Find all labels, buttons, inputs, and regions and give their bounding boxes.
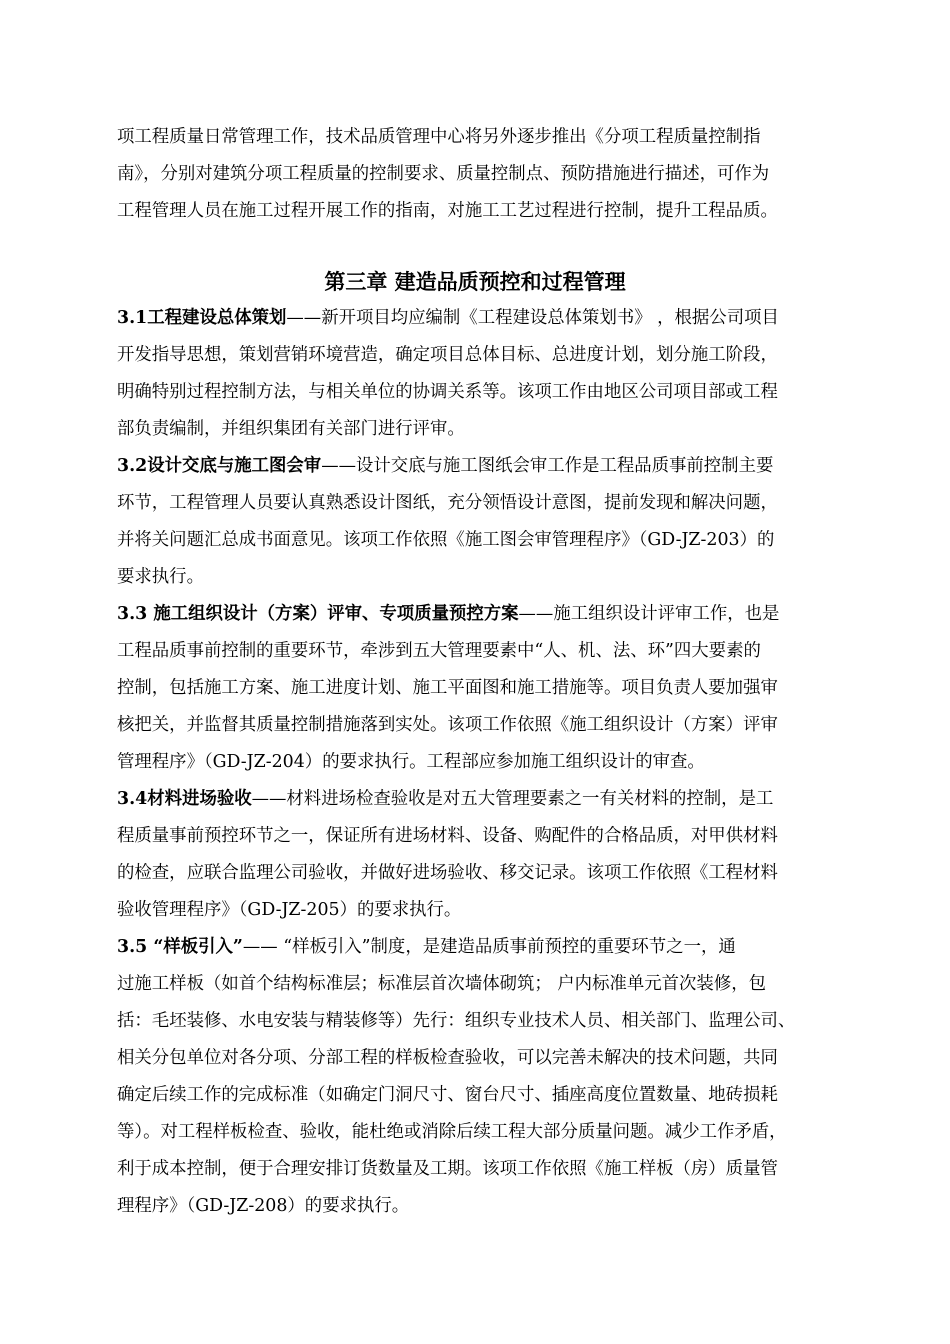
section-number: 3.3 <box>117 604 154 624</box>
section-3-5-first-line <box>117 935 857 959</box>
section-3-5-line: 括：毛坯装修、水电安装与精装修等）先行：组织专业技术人员、相关部门、监理公司、 <box>117 1011 796 1031</box>
section-3-4-first-line <box>117 787 857 811</box>
section-3-3-line: 核把关，并监督其质量控制措施落到实处。该项工作依照《施工组织设计（方案）评审 <box>117 715 778 735</box>
section-3-5-line: 理程序》（GD-JZ-208）的要求执行。 <box>117 1196 410 1216</box>
section-3-5-line: 过施工样板（如首个结构标准层；标准层首次墙体砌筑； 户内标准单元首次装修，包 <box>117 974 766 994</box>
section-text: ——施工组织设计评审工作，也是 <box>518 604 780 624</box>
section-number: 3.5 <box>117 937 154 957</box>
section-3-2-line: 并将关问题汇总成书面意见。该项工作依照《施工图会审管理程序》（GD-JZ-203）的 <box>117 530 775 550</box>
section-heading: 工程建设总体策划 <box>147 308 287 328</box>
intro-line-2: 南》，分别对建筑分项工程质量的控制要求、质量控制点、预防措施进行描述，可作为 <box>117 164 770 184</box>
section-3-1-line: 部负责编制，并组织集团有关部门进行评审。 <box>117 419 465 439</box>
section-3-1-first-line <box>117 306 857 330</box>
section-text: ——设计交底与施工图纸会审工作是工程品质事前控制主要 <box>321 456 774 476</box>
section-3-3-line: 工程品质事前控制的重要环节，牵涉到五大管理要素中“人、机、法、环”四大要素的 <box>117 641 761 661</box>
section-number: 3.1 <box>117 308 148 328</box>
section-text: ——材料进场检查验收是对五大管理要素之一有关材料的控制，是工 <box>251 789 774 809</box>
section-text: ——新开项目均应编制《工程建设总体策划书》 ，根据公司项目 <box>286 308 779 328</box>
section-3-3-line: 控制，包括施工方案、施工进度计划、施工平面图和施工措施等。项目负责人要加强审 <box>117 678 778 698</box>
intro-line-1: 项工程质量日常管理工作，技术品质管理中心将另外逐步推出《分项工程质量控制指 <box>117 127 761 147</box>
section-3-4-line: 验收管理程序》（GD-JZ-205）的要求执行。 <box>117 900 462 920</box>
section-heading: 施工组织设计（方案）评审、专项质量预控方案 <box>153 604 519 624</box>
chapter-title: 第三章 建造品质预控和过程管理 <box>324 269 626 294</box>
section-3-5-line: 相关分包单位对各分项、分部工程的样板检查验收，可以完善未解决的技术问题，共同 <box>117 1048 778 1068</box>
section-3-4-line: 的检查，应联合监理公司验收，并做好进场验收、移交记录。该项工作依照《工程材料 <box>117 863 778 883</box>
section-3-2-line: 环节，工程管理人员要认真熟悉设计图纸，充分领悟设计意图，提前发现和解决问题， <box>117 493 778 513</box>
section-3-5-line: 确定后续工作的完成标准（如确定门洞尺寸、窗台尺寸、插座高度位置数量、地砖损耗 <box>117 1085 778 1105</box>
section-3-1-line: 明确特别过程控制方法，与相关单位的协调关系等。该项工作由地区公司项目部或工程 <box>117 382 778 402</box>
section-3-5-line: 利于成本控制，便于合理安排订货数量及工期。该项工作依照《施工样板（房）质量管 <box>117 1159 778 1179</box>
section-heading: “样板引入” <box>153 937 243 957</box>
section-3-4-line: 程质量事前预控环节之一，保证所有进场材料、设备、购配件的合格品质，对甲供材料 <box>117 826 778 846</box>
section-3-2-line: 要求执行。 <box>117 567 204 587</box>
intro-line-3: 工程管理人员在施工过程开展工作的指南，对施工工艺过程进行控制，提升工程品质。 <box>117 201 778 221</box>
section-3-3-first-line <box>117 602 857 626</box>
section-heading: 材料进场验收 <box>147 789 252 809</box>
section-heading: 设计交底与施工图会审 <box>147 456 322 476</box>
section-number: 3.2 <box>117 456 148 476</box>
section-number: 3.4 <box>117 789 148 809</box>
section-3-2-first-line <box>117 454 857 478</box>
section-text: —— “样板引入”制度，是建造品质事前预控的重要环节之一，通 <box>242 937 736 957</box>
section-3-5-line: 等）。对工程样板检查、验收，能杜绝或消除后续工程大部分质量问题。减少工作矛盾， <box>117 1122 787 1142</box>
section-3-3-line: 管理程序》（GD-JZ-204）的要求执行。工程部应参加施工组织设计的审查。 <box>117 752 705 772</box>
section-3-1-line: 开发指导思想，策划营销环境营造，确定项目总体目标、总进度计划，划分施工阶段， <box>117 345 778 365</box>
